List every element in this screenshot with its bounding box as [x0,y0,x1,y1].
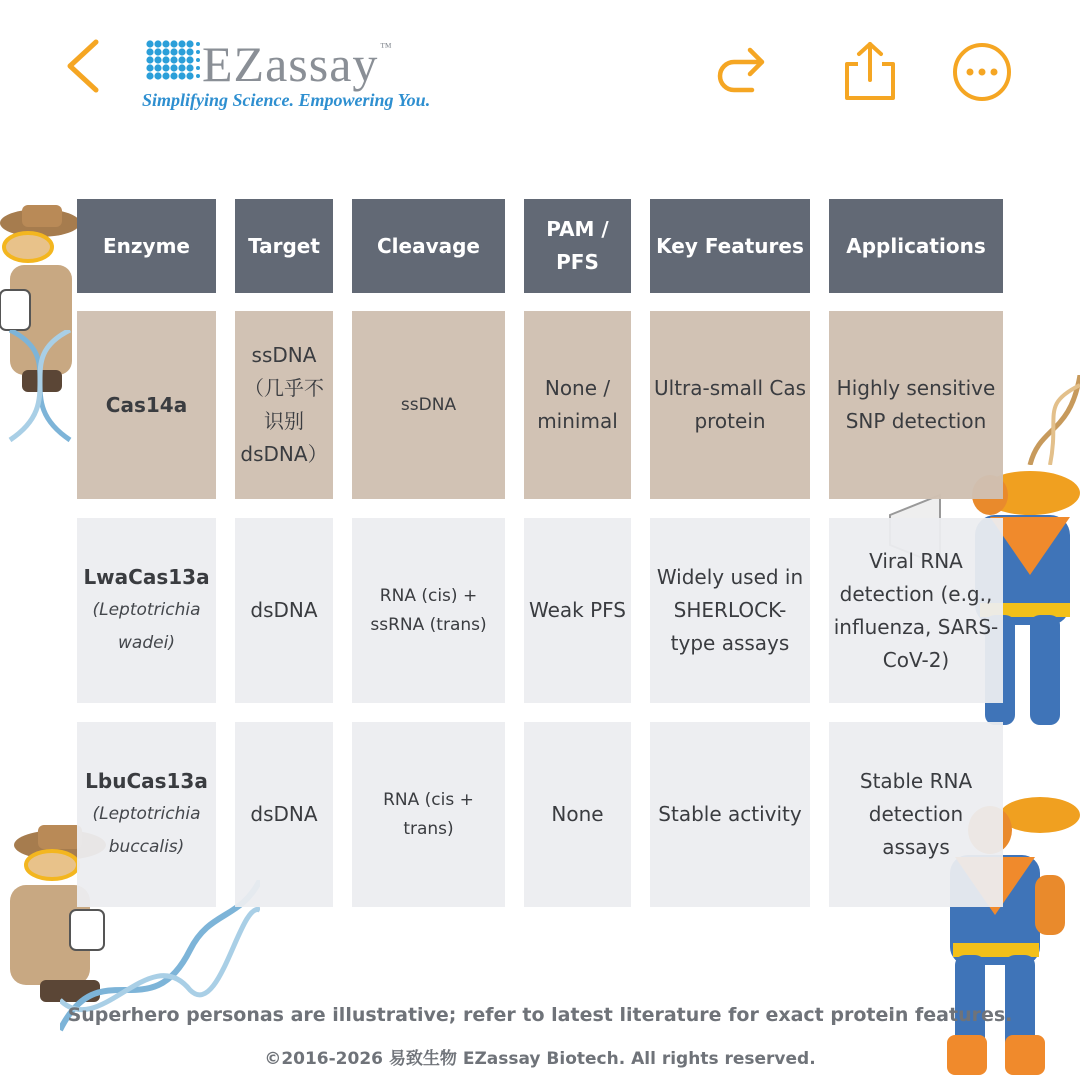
back-button[interactable] [58,34,114,98]
ezassay-logo [140,34,470,120]
more-icon [950,40,1014,104]
share-button[interactable] [838,40,902,104]
table-header-key-features: Key Features [650,199,810,293]
table-header-applications: Applications [829,199,1003,293]
table-cell-target: dsDNA [235,722,333,907]
logo-trademark: ™ [380,40,392,54]
table-cell-cleavage: RNA (cis + trans) [352,722,505,907]
table-header-target: Target [235,199,333,293]
enzyme-species: (Leptotrichia wadei) [92,600,201,653]
logo-tagline: Simplifying Science. Empowering You. [142,90,431,110]
share-icon [838,40,902,104]
enzyme-species: (Leptotrichia buccalis) [92,804,201,857]
more-button[interactable] [950,40,1014,104]
table-cell-enzyme [77,518,216,703]
table-header-cleavage: Cleavage [352,199,505,293]
table-header-pam: PAM / PFS [524,199,631,293]
chevron-left-icon [58,34,114,98]
dna-helix-illustration-right [1020,375,1080,465]
enzyme-name: Cas14a [105,392,188,417]
table-cell-applications: Stable RNA detection assays [829,722,1003,907]
logo-dots-icon [146,40,200,80]
table-header-enzyme: Enzyme [77,199,216,293]
table-cell-applications: Highly sensitive SNP detection [829,311,1003,499]
redo-icon [712,40,776,104]
table-cell-pam: None / minimal [524,311,631,499]
table-cell-pam: None [524,722,631,907]
table-cell-target: ssDNA（几乎不识别dsDNA） [235,311,333,499]
copyright-text: ©2016-2026 易致生物 EZassay Biotech. All rights reserved. [264,1049,816,1069]
table-cell-pam: Weak PFS [524,518,631,703]
table-cell-enzyme [77,722,216,907]
table-cell-applications: Viral RNA detection (e.g., influenza, SARS-CoV-2) [829,518,1003,703]
enzyme-name: LbuCas13a [85,769,208,793]
disclaimer-text: Superhero personas are illustrative; refer to latest literature for exact protein features. [67,1004,1013,1026]
table-cell-target: dsDNA [235,518,333,703]
table-cell-key-features: Stable activity [650,722,810,907]
table-cell-key-features: Ultra-small Cas protein [650,311,810,499]
enzyme-name: LwaCas13a [83,565,210,589]
table-cell-enzyme [77,311,216,499]
logo-wordmark: EZassay [202,36,379,92]
redo-button[interactable] [712,40,776,104]
table-cell-key-features: Widely used in SHERLOCK-type assays [650,518,810,703]
table-cell-cleavage: RNA (cis) + ssRNA (trans) [352,518,505,703]
table-cell-cleavage: ssDNA [352,311,505,499]
